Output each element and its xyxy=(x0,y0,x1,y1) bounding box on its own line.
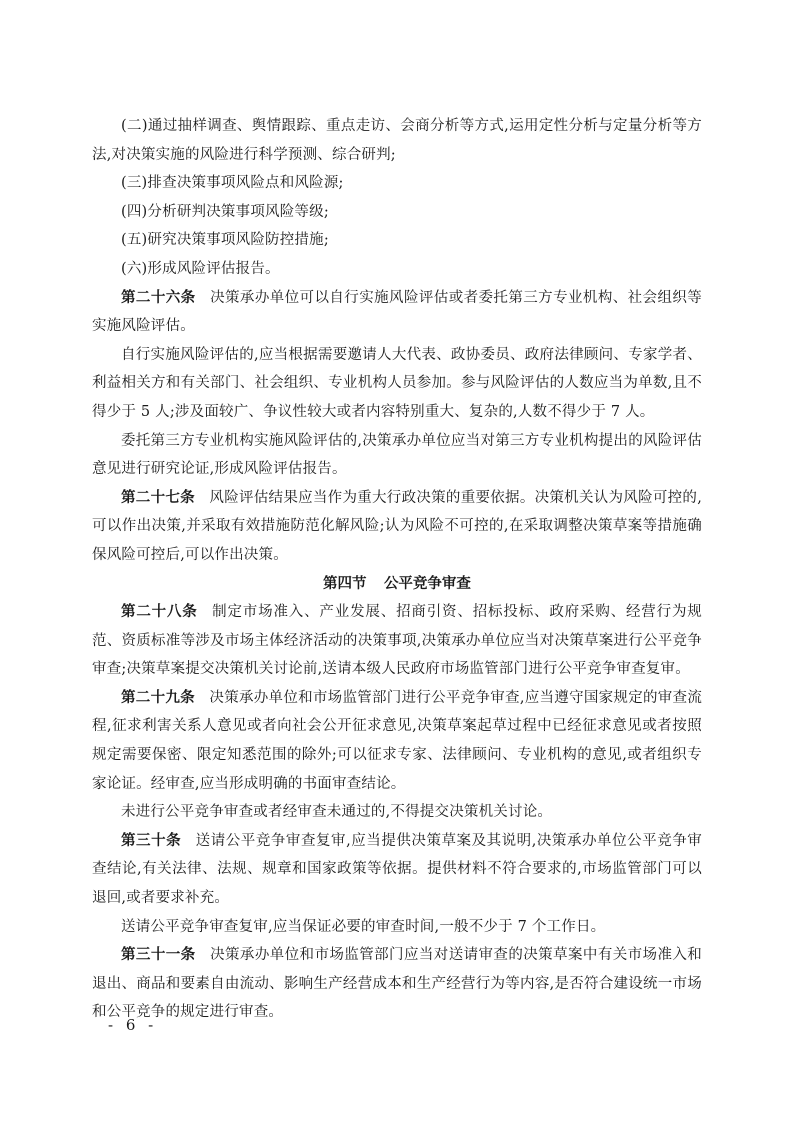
article-26 xyxy=(92,284,702,341)
article-28 xyxy=(92,598,702,684)
list-item-2: (二)通过抽样调查、舆情跟踪、重点走访、会商分析等方式,运用定性分析与定量分析等方法,对决策实施的风险进行科学预测、综合研判; xyxy=(92,118,702,163)
section-title: 公平竞争审查 xyxy=(383,575,471,592)
article-30-label: 第三十条 xyxy=(121,832,182,849)
article-29 xyxy=(92,684,702,798)
page-number: - 6 - xyxy=(108,1016,158,1034)
article-29-text: 决策承办单位和市场监管部门进行公平竞争审查,应当遵守国家规定的审查流程,征求利害关系人意见或者向社会公开征求意见,决策草案起草过程中已经征求意见或者按照规定需要保密、限定知悉范围的除外;可以征求专家、法律顾问、专业机构的意见,或者组织专家论证。经审查,应当形成明确的书面审查结论。 xyxy=(92,689,703,792)
list-item-6: (六)形成风险评估报告。 xyxy=(121,260,280,277)
article-29-label: 第二十九条 xyxy=(121,689,195,706)
article-29-paragraph-2: 未进行公平竞争审查或者经审查未通过的,不得提交决策机关讨论。 xyxy=(121,804,553,821)
document-body xyxy=(92,112,702,1027)
article-28-text: 制定市场准入、产业发展、招商引资、招标投标、政府采购、经营行为规范、资质标准等涉及市场主体经济活动的决策事项,决策承办单位应当对决策草案进行公平竞争审查;决策草案提交决策机关讨论前,送请本级人民政府市场监管部门进行公平竞争审查复审。 xyxy=(92,604,702,678)
article-26-text: 决策承办单位可以自行实施风险评估或者委托第三方专业机构、社会组织等实施风险评估。 xyxy=(92,289,702,335)
article-27 xyxy=(92,484,702,570)
article-27-text: 风险评估结果应当作为重大行政决策的重要依据。决策机关认为风险可控的,可以作出决策,并采取有效措施防范化解风险;认为风险不可控的,在采取调整决策草案等措施确保风险可控后,可以作出决策。 xyxy=(92,489,703,563)
article-30-text: 送请公平竞争审查复审,应当提供决策草案及其说明,决策承办单位公平竞争审查结论,有关法律、法规、规章和国家政策等依据。提供材料不符合要求的,市场监管部门可以退回,或者要求补充。 xyxy=(92,832,702,907)
article-31 xyxy=(92,941,702,1027)
article-31-text: 决策承办单位和市场监管部门应当对送请审查的决策草案中有关市场准入和退出、商品和要素自由流动、影响生产经营成本和生产经营行为等内容,是否符合建设统一市场和公平竞争的规定进行审查。 xyxy=(92,947,702,1021)
article-26-paragraph-3: 委托第三方专业机构实施风险评估的,决策承办单位应当对第三方专业机构提出的风险评估意见进行研究论证,形成风险评估报告。 xyxy=(92,432,702,478)
article-28-label: 第二十八条 xyxy=(121,604,198,621)
list-item-4: (四)分析研判决策事项风险等级; xyxy=(121,203,329,220)
section-number: 第四节 xyxy=(323,575,367,592)
list-item-5: (五)研究决策事项风险防控措施; xyxy=(121,232,329,249)
article-26-paragraph-2: 自行实施风险评估的,应当根据需要邀请人大代表、政协委员、政府法律顾问、专家学者、利益相关方和有关部门、社会组织、专业机构人员参加。参与风险评估的人数应当为单数,且不得少于 5 人;涉及面较广、争议性较大或者内容特别重大、复杂的,人数不得少于 7 人。 xyxy=(92,346,702,420)
list-item-3: (三)排查决策事项风险点和风险源; xyxy=(121,175,344,192)
article-30 xyxy=(92,827,702,913)
section-heading xyxy=(92,570,702,599)
article-26-label: 第二十六条 xyxy=(121,289,196,306)
article-30-paragraph-2: 送请公平竞争审查复审,应当保证必要的审查时间,一般不少于 7 个工作日。 xyxy=(121,918,606,935)
article-31-label: 第三十一条 xyxy=(121,947,196,964)
article-27-label: 第二十七条 xyxy=(121,489,195,506)
